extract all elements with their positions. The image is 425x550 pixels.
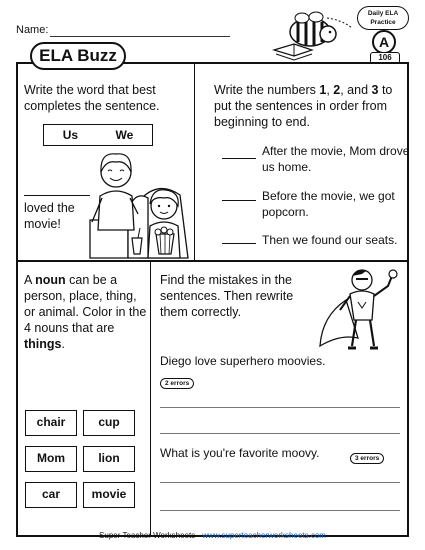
q4-errors-badge-1 bbox=[160, 372, 194, 390]
q2-sentence-1: After the movie, Mom drove us home. bbox=[262, 144, 410, 174]
q4-errors-badge-2 bbox=[350, 447, 384, 465]
daily-label-line2: Practice bbox=[370, 19, 396, 26]
q1-word-box bbox=[43, 124, 153, 146]
q3-noun-word: noun bbox=[35, 273, 66, 287]
q2-number-2: 2 bbox=[333, 83, 341, 97]
q4-errors-2: 3 errors bbox=[350, 453, 384, 464]
divider-middle bbox=[16, 260, 409, 262]
q1-prompt: Write the word that best completes the sentence. bbox=[24, 83, 160, 113]
q4-write-line-4[interactable] bbox=[160, 510, 400, 511]
q2-prompt bbox=[214, 82, 404, 130]
q2-sentence-2: Before the movie, we got popcorn. bbox=[262, 189, 395, 219]
page-title: ELA Buzz bbox=[30, 42, 126, 70]
q2-order-line-2[interactable] bbox=[222, 200, 256, 201]
q1-sentence-line1: loved the bbox=[24, 201, 75, 215]
name-line[interactable] bbox=[50, 36, 230, 37]
q3-text-c: . bbox=[61, 337, 65, 351]
footer bbox=[0, 531, 425, 540]
noun-box-movie[interactable]: movie bbox=[83, 482, 135, 508]
worksheet-number: 106 bbox=[370, 52, 400, 64]
daily-practice-badge bbox=[357, 6, 409, 30]
divider-bottom bbox=[150, 260, 151, 537]
q4-write-line-2[interactable] bbox=[160, 433, 400, 434]
q2-sentence-3: Then we found our seats. bbox=[262, 233, 398, 247]
q4-sentence-1: Diego love superhero moovies. bbox=[160, 354, 326, 368]
q2-prompt-part2: to put the sentences in order from beginning to end. bbox=[214, 83, 393, 129]
name-label: Name: bbox=[16, 24, 49, 36]
q3-text-b: can be a person, place, thing, or animal. Color in the 4 nouns that are bbox=[24, 273, 147, 335]
noun-box-chair[interactable]: chair bbox=[25, 410, 77, 436]
footer-text: Super Teacher Worksheets - bbox=[99, 531, 203, 540]
daily-label-line1: Daily ELA bbox=[367, 10, 399, 17]
bee-reading-illustration bbox=[272, 10, 362, 66]
noun-box-mom[interactable]: Mom bbox=[25, 446, 77, 472]
q4-write-line-3[interactable] bbox=[160, 482, 400, 483]
q3-prompt bbox=[24, 272, 148, 352]
q2-prompt-part1: Write the numbers bbox=[214, 83, 320, 97]
q2-sep1: , bbox=[326, 83, 334, 97]
q2-order-line-1[interactable] bbox=[222, 158, 256, 159]
q2-number-3: 3 bbox=[371, 83, 379, 97]
q4-prompt: Find the mistakes in the sentences. Then rewrite them correctly. bbox=[160, 273, 294, 319]
noun-box-cup[interactable]: cup bbox=[83, 410, 135, 436]
divider-top bbox=[194, 62, 195, 260]
q4-errors-1: 2 errors bbox=[160, 378, 194, 389]
q3-things-word: things bbox=[24, 337, 62, 351]
q2-number-1: 1 bbox=[319, 83, 327, 97]
q1-choice-1: Us bbox=[62, 128, 79, 142]
q4-write-line-1[interactable] bbox=[160, 407, 400, 408]
noun-box-lion[interactable]: lion bbox=[83, 446, 135, 472]
q1-sentence bbox=[24, 200, 94, 232]
q1-choice-2: We bbox=[115, 128, 134, 142]
noun-box-car[interactable]: car bbox=[25, 482, 77, 508]
q2-sep2: , and bbox=[340, 83, 372, 97]
q3-text-a: A bbox=[24, 273, 36, 287]
q4-sentence-2: What is you're favorite moovy. bbox=[160, 446, 320, 460]
q1-answer-line[interactable] bbox=[24, 195, 90, 196]
level-letter: A bbox=[372, 30, 396, 54]
superhero-illustration bbox=[318, 264, 406, 350]
kids-at-movie-illustration bbox=[88, 150, 192, 260]
q1-sentence-line2: movie! bbox=[24, 217, 61, 231]
footer-url[interactable]: www.superteacherworksheets.com bbox=[202, 531, 326, 540]
q2-order-line-3[interactable] bbox=[222, 243, 256, 244]
